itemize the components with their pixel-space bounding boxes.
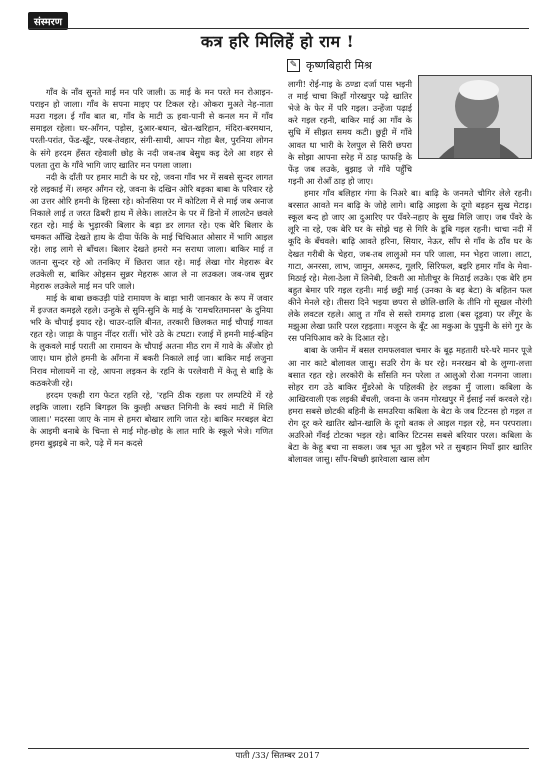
left-column xyxy=(30,78,273,449)
paragraph: गाँव के नाँव सुनते माई मन परि जाली। ऊ माई के मन परते मन रोआइन-पराइन हो जाला। गाँव के सपना माइए पर टिकल रहे। ओकरा मुअते नेह-नाता मउरा गइल। ई गाँव बात बा, गाँव के माटी ऊ हवा-पानी से कनल मन में गाँव समाइल रहेला। घर-आँगन, पड़ोस, दुआर-बथान, खेत-खरिहान, मंदिरा-बरमथान, परती-परांत, फेंड-खूँट, परब-तेवहार, संगी-साथी, आपन गोहा बैल, पुरनिया लोगन के संगे हरदम हँसत रहेवाली छोह के नदी जब-तब बेसुध कइ देले आ शहर से पलता तुरा के गाँवे भागि जाए खातिर मन पगला जाला। xyxy=(30,87,273,170)
author-byline xyxy=(287,58,372,73)
right-column xyxy=(288,78,532,466)
paragraph: माई के बाबा छकउड़ी पांडे रामायण के बाड़ा भारी जानकार के रूप में जवार में इज्जत कमइले रहले। उन्हुके से सुनि-सुनि के माई के 'रामचरितमानस' के दुनिया भरि के चौपाई इयाद रहे। चाउर-दालि बीनत, तरकारी छिलकत माई चौपाई गावत रहत रहे। जाड़ा के पाहुन नींदर रातीं। भोरे उठे के टघटा। रजाई में हमनी माई-बहिन के लुकवले माई पराती आ रामायन के चौपाई अतना मीठ राग में गावे के अँजोर हो जाए। घाम होले हमनी के आँगना में बकरी निकाले लाई जा। बाकिर माई लजुना निराव मोलायमें ना रहे, आपना लइकन के रहनि के परलेवारी में केतू से बाड़ि के कठकरेजी रहे। xyxy=(30,292,273,388)
top-divider xyxy=(28,28,529,29)
paragraph: लागी! रोई-गाइ के ठण्डा दर्जा पास भइनी त माई चाचा किहाँ गोरखपुर पढ़े खातिर भेजे के फेर में परि गइल। उन्हेंजा पढ़ाई करे गइल रहनी, बाकिर माई आ गाँव के सुधि में सीझत समय कटी। छुट्टी में गाँवे आवत धा भारी के रेलपुल से सिरी छपरा के सोझा आपना सरेह में ठाड़ फाफड़ि के फेंड़ जब लउके, बुझाइ जे गाँवे पहुँचि गइनी आ रोआँ ठाड़ हो जाए। xyxy=(288,79,412,186)
paragraph: नदी के दाँती पर हमार माटी के घर रहे, जवना गाँव भर में सबसे सुन्दर लागत रहे लइकाई में। लम्हर आँगन रहे, जवना के दखिन ओरि बड़का बाबा के परिवार रहे आ उत्तर ओरि हमनी के हिस्सा रहे। कोनसिया पर में कोटिला में से माई जब अनाज निकाले लाई त जरत ढिबरी हाथ में लेके। लालटेन के पर में डिनो में लालटेन छवले रहत रहे। माई के भुड़ारकी बिलार के बड़ा डर लागत रहे। एक बेरि बिलार के चमकत आँखि देखते हाथ के दीया फेंकि के माई चिचिआत ओसार में भागि आइल रहे। लाइ लागे से बाँचल। बिलार देखते हमरो मन सराधा जाला। बाकिर माई त जतना सुन्दर रहे ओ तनकिए में छितरा जात रहे। माई लेखा गोर मेहरारू बेर लउकेली स, बाकिर ओइसन सुन्नर मेहरारू आज ले ना लउकल। जब-जब सुन्नर मेहरारू लउकेले माई मन परि जाले। xyxy=(30,171,273,291)
paragraph: बाबा के जमीन में बसल रामफलवाल चमार के बूढ़ महतारी घरे-घरे मानर पूजे आ नार काटे बोलावल जासु। सउरि रोग के घर रहे। मनरखन बो के लुग्गा-लत्ता बसात रहत रहे। लरकोरी के साँसति मन परेला त आलुओ रोआ गनगना जाला। सोहर राग उठे बाकिर मुँडरेओ के पहिलकी हेर लइका मुँ जाला। कबिला के आखिरवाली एक लइकी बँचली, जवना के जनम गोरखपुर में ईसाई नर्स करवले रहे। हमरा सबसे छोटकी बहिनी के समउरिया कबिला के बेटा के जब टिटनस हो गइल त रोग दूर करे खातिर खोन-खालि के दूगो बतक ले आइल गइल रहे, मन परपराला। अउरिओ गँवई टोटका भइल रहे। बाकिर टिटनस सबसे बरियार परल। कबिला के बेटा के केहू बचा ना सकल। जब भूत आ चुड़ैल भरे त सुबहान मियाँ झार खातिर बोलावल जासु। साँप-बिच्छी झारेवाला खास लोग xyxy=(288,345,532,465)
page-footer: पाती /33/ सितम्बर 2017 xyxy=(235,751,320,761)
author-name: कृष्णबिहारी मिश्र xyxy=(306,59,372,72)
paragraph: हरदम एकही राग फेटत रहति रहे, 'रहनि ठीक रहला पर लम्पटिये में रहे लइकि जाला। रहनि बिगड़ल कि कुल्ही अच्छत निगिनी के स्वयं माटी में मिलि जाला।' मदरसा जाए के नाम से हमरा बोखार लागि जात रहे। बाकिर मरबइल बेटा के आइमी बनाबे के चिन्ता से माई मोह-छोह के लात मारि के स्कूले भेजे। गणित हमरा बुझइबे ना करे, पढ़े में मन कदसे xyxy=(30,389,273,449)
photo-wrap-block xyxy=(288,78,532,187)
section-label: संस्मरण xyxy=(28,12,68,30)
paragraph: हमार गाँव बलिहार गंगा के निअरे बा। बाढ़ि के जनमते चौगिर लेले रहनी। बरसात आवते मन बाढ़ि के जोहे लागे। बाढ़ि आइला के दूगो बड़हन सुख मेटाइ। स्कूल बन्द हो जाए आ दुआरिए पर पँवरे-नहाए के सुख मिलि जाए। जब पँवरे के लूरि ना रहे, एक बेरि घर के सोझे चह से गिरि के डूबि गइल रहनी। चाचा नदी में कूदि के बँचवले। बाढ़ि आवते हरिना, सियार, नेऊर, साँप से गाँव के ठाँव घर के देखत गरीबी के चेहरा, जब-तब लालुओ मन परि जाला, मन भेहरा जाला। लाटा, गाटा, अनरसा, लाभ, जामुन, अमरूद, गूलरि, सिरिफल, बइरि हमार गाँव के मेवा-मिठाई रहे। मेला-ठेला में लिनेबी, टिकरी आ मोतीचूर के मिठाई लउके। एक बेरि हम बहुत बेमार परि गइल रहनी। माई छट्ठी माई (उनका के बड़ बेटा) के बहितन फल कीने मेनले रहे। तीसरा दिने भइया छपरा से छोलि-छालि के तीनि गो सूखल नौरंगी लेके लवटल रहले। आलु त गाँव से सस्ते रामगढ़ डाला (बस दूइवा) पर लँगूर के मझुआ लेखा फ़ारि परल रहइताा। मजूरन के बूँट आ मकुआ के पुघुनी के संगे गुर के रस पनिपिआव करे के दिआत रहे। xyxy=(288,187,532,344)
bottom-divider xyxy=(28,748,529,749)
article-title: कत्र हरि मिलिहें हो राम ! xyxy=(200,32,355,51)
pen-icon: ✎ xyxy=(287,59,300,72)
